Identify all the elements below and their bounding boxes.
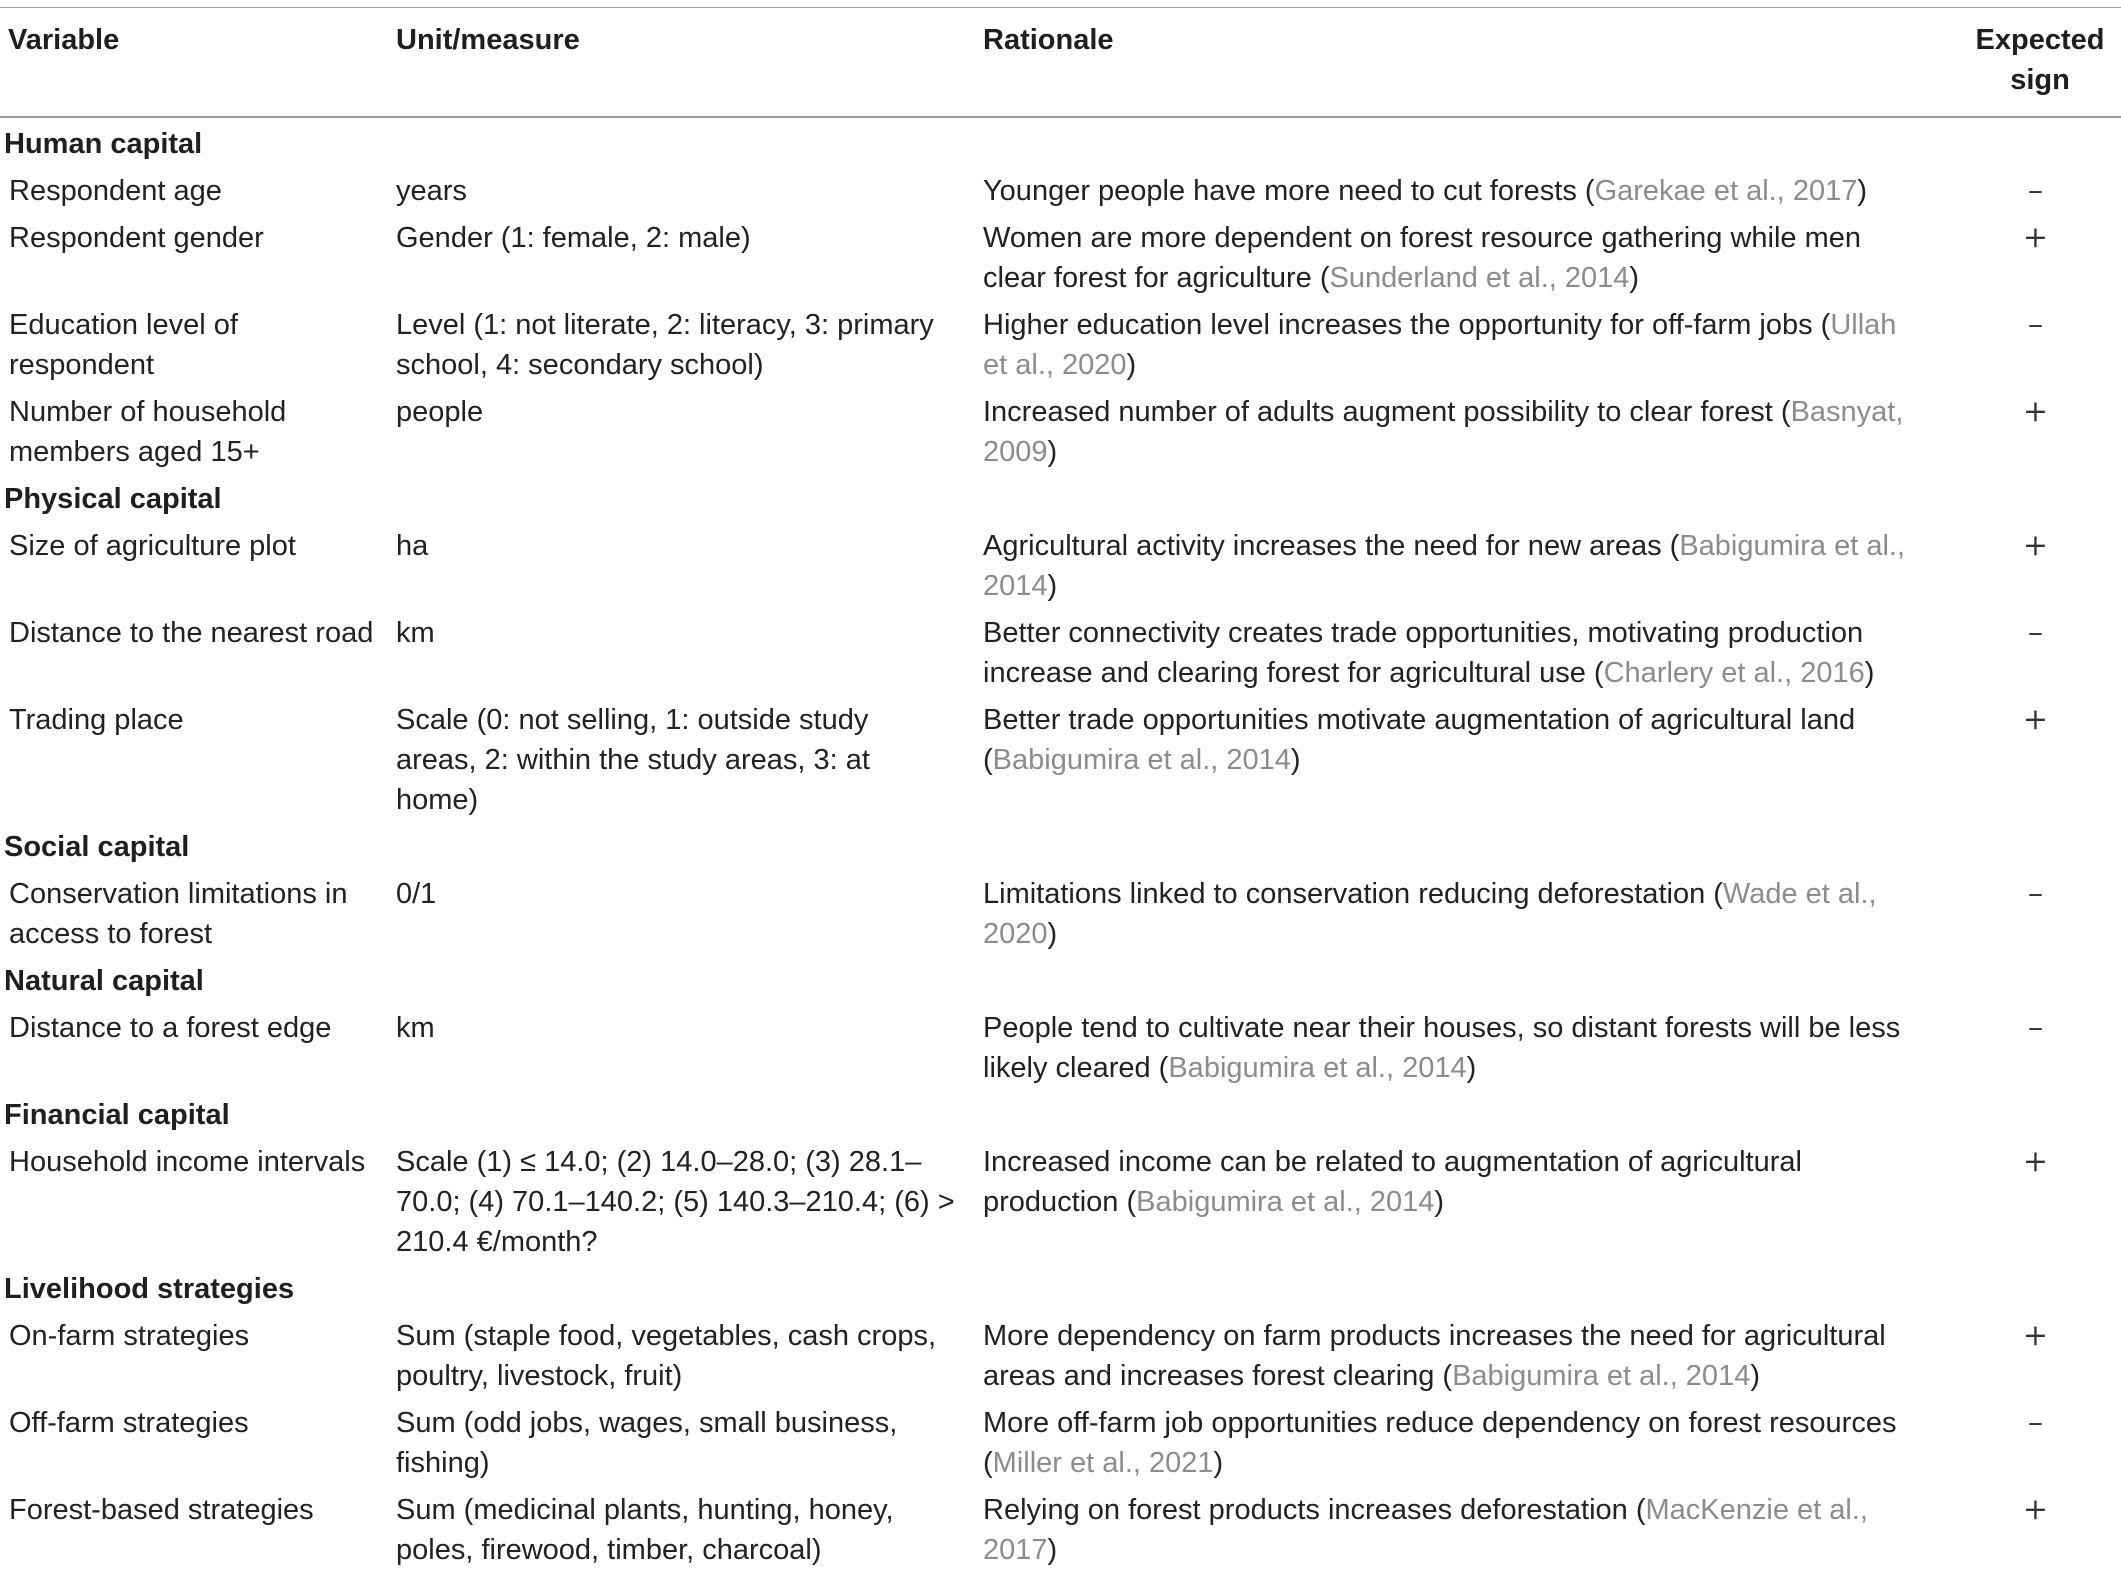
expected-sign-cell: –: [2028, 1010, 2043, 1045]
expected-sign-cell: +: [2022, 702, 2049, 737]
rationale-close: ): [1047, 1534, 1058, 1566]
rationale-text: Younger people have more need to cut forests (: [983, 175, 1595, 207]
unit-cell: Sum (medicinal plants, hunting, honey, poles, firewood, timber, charcoal): [396, 1494, 894, 1566]
section-heading: Financial capital: [4, 1099, 230, 1131]
variable-cell: Distance to the nearest road: [9, 617, 374, 649]
rationale-text: Limitations linked to conservation reducing deforestation (: [983, 878, 1723, 910]
rationale-close: ): [1047, 570, 1058, 602]
table-body: [0, 124, 2121, 1577]
rationale-text: Higher education level increases the opportunity for off-farm jobs (: [983, 309, 1831, 341]
rationale-cell: [975, 1316, 1950, 1396]
citation-link[interactable]: Babigumira et al., 2014: [1136, 1186, 1435, 1218]
unit-cell: years: [396, 175, 467, 207]
unit-cell: 0/1: [396, 878, 437, 910]
section-heading: Physical capital: [4, 483, 222, 515]
rationale-close: ): [1047, 436, 1058, 468]
rationale-close: ): [1864, 657, 1875, 689]
unit-cell: people: [396, 396, 484, 428]
rationale-close: ): [1629, 262, 1640, 294]
unit-cell: ha: [396, 530, 429, 562]
rationale-cell: [975, 700, 1950, 820]
rationale-close: ): [1466, 1052, 1477, 1084]
citation-link[interactable]: Babigumira et al., 2014: [1452, 1360, 1751, 1392]
rationale-text: Relying on forest products increases deforestation (: [983, 1494, 1646, 1526]
header-unit: Unit/measure: [396, 24, 580, 56]
citation-link[interactable]: Babigumira et al., 2014: [983, 530, 1905, 602]
rationale-close: ): [1857, 175, 1868, 207]
table-row: [0, 305, 2121, 392]
variable-cell: Size of agriculture plot: [9, 530, 296, 562]
table-row: [0, 1316, 2121, 1403]
citation-link[interactable]: Babigumira et al., 2014: [1168, 1052, 1467, 1084]
header-sign-line2: sign: [2010, 64, 2070, 96]
unit-cell: Sum (staple food, vegetables, cash crops, poultry, livestock, fruit): [396, 1320, 937, 1392]
table-row: [0, 1490, 2121, 1577]
rationale-text: Agricultural activity increases the need for new areas (: [983, 530, 1680, 562]
table-row: [0, 171, 2121, 218]
citation-link[interactable]: Sunderland et al., 2014: [1329, 262, 1630, 294]
expected-sign-cell: –: [2028, 173, 2043, 208]
variable-cell: Off-farm strategies: [9, 1407, 249, 1439]
variable-cell: Number of household members aged 15+: [9, 396, 287, 468]
variable-cell: Distance to a forest edge: [9, 1012, 332, 1044]
table-row: [0, 613, 2121, 700]
expected-sign-cell: –: [2028, 307, 2043, 342]
section-heading: Livelihood strategies: [4, 1273, 295, 1305]
table-row: [0, 1008, 2121, 1095]
rationale-text: More dependency on farm products increases the need for agricultural areas and increases forest clearing (: [983, 1320, 1886, 1392]
rationale-cell: [975, 1142, 1950, 1262]
variable-cell: Respondent gender: [9, 222, 264, 254]
citation-link[interactable]: Wade et al., 2020: [983, 878, 1877, 950]
rationale-cell: [975, 305, 1950, 385]
rationale-close: ): [1047, 918, 1058, 950]
rationale-close: ): [1750, 1360, 1760, 1392]
section-heading: Human capital: [4, 128, 203, 160]
unit-cell: km: [396, 617, 435, 649]
table-row: [0, 1142, 2121, 1269]
expected-sign-cell: –: [2028, 876, 2043, 911]
expected-sign-cell: +: [2022, 1318, 2049, 1353]
header-rationale: Rationale: [983, 24, 1114, 56]
citation-link[interactable]: Charlery et al., 2016: [1603, 657, 1865, 689]
variable-cell: Trading place: [9, 704, 184, 736]
citation-link[interactable]: MacKenzie et al., 2017: [983, 1494, 1868, 1566]
rationale-text: Better trade opportunities motivate augmentation of agricultural land (: [983, 704, 1856, 776]
rationale-cell: [975, 1490, 1950, 1570]
table-row: [0, 526, 2121, 613]
rationale-close: ): [1213, 1447, 1224, 1479]
rationale-cell: [975, 392, 1950, 472]
unit-cell: Gender (1: female, 2: male): [396, 222, 751, 254]
variable-cell: Household income intervals: [9, 1146, 366, 1178]
rationale-cell: [975, 171, 1950, 211]
table-row: [0, 700, 2121, 827]
citation-link[interactable]: Ullah et al., 2020: [983, 309, 1897, 381]
rationale-cell: [975, 218, 1950, 298]
table-row: [0, 1403, 2121, 1490]
rationale-close: ): [1126, 349, 1137, 381]
rationale-text: Increased number of adults augment possibility to clear forest (: [983, 396, 1791, 428]
expected-sign-cell: –: [2028, 615, 2043, 650]
expected-sign-cell: +: [2022, 220, 2049, 255]
table-row: [0, 874, 2121, 961]
section-heading: Natural capital: [4, 965, 204, 997]
table-row: [0, 218, 2121, 305]
expected-sign-cell: +: [2022, 394, 2049, 429]
rationale-cell: [975, 526, 1950, 606]
expected-sign-cell: +: [2022, 1492, 2049, 1527]
unit-cell: Scale (1) ≤ 14.0; (2) 14.0–28.0; (3) 28.1–70.0; (4) 70.1–140.2; (5) 140.3–210.4; (6) > 210.4 €/month?: [396, 1146, 955, 1258]
rationale-text: Better connectivity creates trade opportunities, motivating production increase and clearing forest for agricultural use (: [983, 617, 1864, 689]
variable-cell: Respondent age: [9, 175, 222, 207]
unit-cell: Level (1: not literate, 2: literacy, 3: primary school, 4: secondary school): [396, 309, 934, 381]
variable-cell: On-farm strategies: [9, 1320, 250, 1352]
table-top-rule: [0, 7, 2121, 8]
citation-link[interactable]: Miller et al., 2021: [992, 1447, 1214, 1479]
unit-cell: Sum (odd jobs, wages, small business, fishing): [396, 1407, 898, 1479]
rationale-cell: [975, 1403, 1950, 1483]
header-expected-sign: [1960, 20, 2120, 100]
rationale-cell: [975, 613, 1950, 693]
citation-link[interactable]: Babigumira et al., 2014: [992, 744, 1291, 776]
rationale-cell: [975, 1008, 1950, 1088]
expected-sign-cell: +: [2022, 1144, 2049, 1179]
table-row: [0, 392, 2121, 479]
expected-sign-cell: –: [2028, 1405, 2043, 1440]
rationale-cell: [975, 874, 1950, 954]
rationale-text: Increased income can be related to augmentation of agricultural production (: [983, 1146, 1802, 1218]
citation-link[interactable]: Basnyat, 2009: [983, 396, 1904, 468]
variable-cell: Conservation limitations in access to forest: [9, 878, 348, 950]
rationale-close: ): [1434, 1186, 1445, 1218]
header-variable: Variable: [8, 24, 120, 56]
unit-cell: Scale (0: not selling, 1: outside study areas, 2: within the study areas, 3: at home): [396, 704, 870, 816]
header-sign-line1: Expected: [1975, 24, 2105, 56]
expected-sign-cell: +: [2022, 528, 2049, 563]
unit-cell: km: [396, 1012, 435, 1044]
rationale-text: People tend to cultivate near their houses, so distant forests will be less likely cleared (: [983, 1012, 1901, 1084]
rationale-close: ): [1290, 744, 1301, 776]
citation-link[interactable]: Garekae et al., 2017: [1594, 175, 1858, 207]
rationale-text: More off-farm job opportunities reduce dependency on forest resources (: [983, 1407, 1897, 1479]
section-heading: Social capital: [4, 831, 190, 863]
rationale-text: Women are more dependent on forest resource gathering while men clear forest for agriculture (: [983, 222, 1862, 294]
table-header-rule: [0, 116, 2121, 118]
variable-cell: Forest-based strategies: [9, 1494, 314, 1526]
variable-cell: Education level of respondent: [9, 309, 238, 381]
